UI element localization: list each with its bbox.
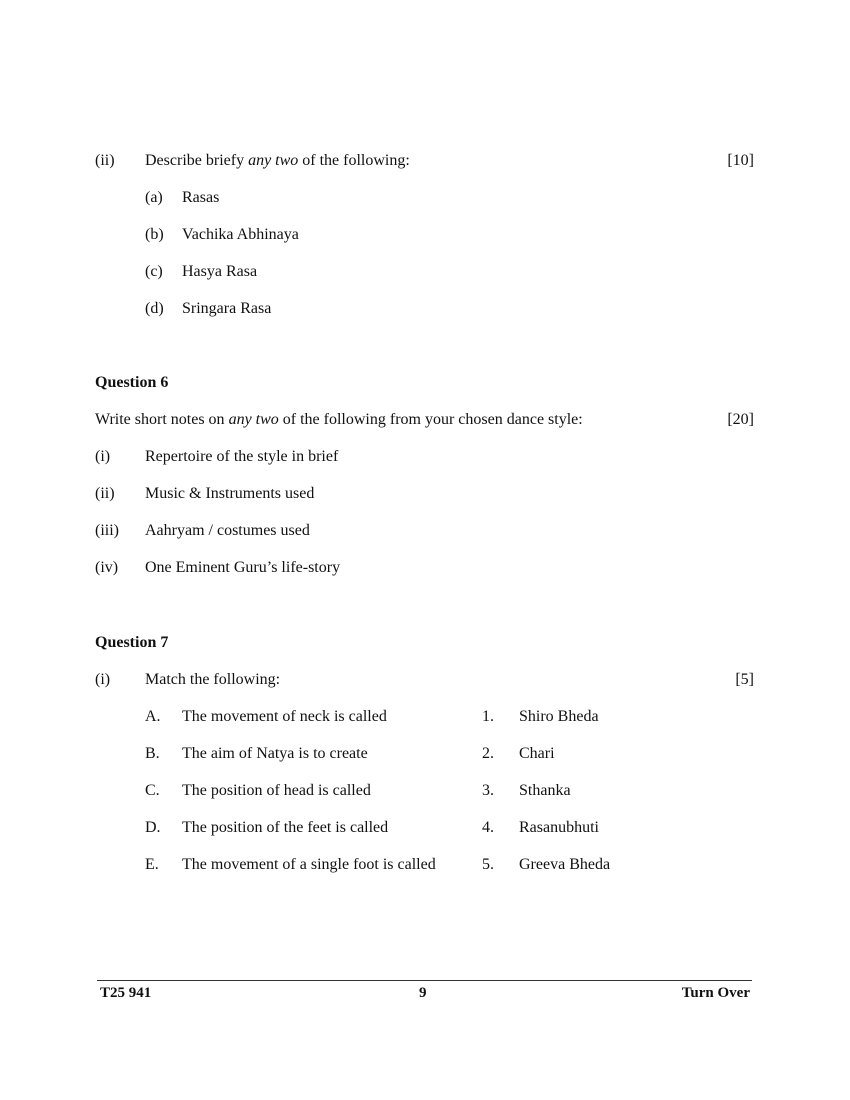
q5-item-label: (b) bbox=[145, 226, 164, 243]
q6-item-text: Repertoire of the style in brief bbox=[145, 448, 339, 465]
q5-ii-marks: [10] bbox=[727, 152, 754, 169]
q6-text-after: of the following from your chosen dance style: bbox=[278, 411, 583, 428]
match-left-label: B. bbox=[145, 745, 160, 762]
question-6-heading: Question 6 bbox=[95, 374, 169, 391]
match-right-text: Sthanka bbox=[519, 782, 571, 799]
match-right-label: 3. bbox=[482, 782, 494, 799]
q5-ii-text-before: Describe briefy bbox=[145, 152, 249, 169]
match-left-text: The position of head is called bbox=[182, 782, 371, 799]
match-right-text: Rasanubhuti bbox=[519, 819, 599, 836]
q5-item-text: Sringara Rasa bbox=[182, 300, 272, 317]
match-right-text: Shiro Bheda bbox=[519, 708, 599, 725]
q5-item-label: (c) bbox=[145, 263, 163, 280]
match-right-label: 5. bbox=[482, 856, 494, 873]
q6-item-text: One Eminent Guru’s life-story bbox=[145, 559, 341, 576]
match-left-text: The aim of Natya is to create bbox=[182, 745, 368, 762]
q6-item-text: Music & Instruments used bbox=[145, 485, 315, 502]
q5-ii-text-after: of the following: bbox=[298, 152, 410, 169]
match-left-text: The position of the feet is called bbox=[182, 819, 389, 836]
match-left-label: C. bbox=[145, 782, 160, 799]
match-left-label: D. bbox=[145, 819, 161, 836]
question-7-heading: Question 7 bbox=[95, 634, 169, 651]
q6-text-before: Write short notes on bbox=[95, 411, 229, 428]
q7-i-marks: [5] bbox=[735, 671, 754, 688]
page-number: 9 bbox=[419, 985, 427, 1001]
match-left-text: The movement of neck is called bbox=[182, 708, 387, 725]
q6-item-label: (i) bbox=[95, 448, 111, 465]
q7-i-instruction: Match the following: bbox=[145, 671, 281, 688]
q5-ii-number: (ii) bbox=[95, 152, 115, 169]
match-left-label: E. bbox=[145, 856, 159, 873]
match-right-label: 1. bbox=[482, 708, 494, 725]
q6-item-label: (ii) bbox=[95, 485, 115, 502]
q5-item-text: Vachika Abhinaya bbox=[182, 226, 299, 243]
q6-marks: [20] bbox=[727, 411, 754, 428]
turn-over-label: Turn Over bbox=[681, 985, 750, 1001]
match-right-label: 2. bbox=[482, 745, 494, 762]
q6-item-label: (iii) bbox=[95, 522, 119, 539]
match-right-text: Chari bbox=[519, 745, 555, 762]
q7-i-number: (i) bbox=[95, 671, 111, 688]
match-right-label: 4. bbox=[482, 819, 494, 836]
q6-item-label: (iv) bbox=[95, 559, 119, 576]
q5-item-label: (a) bbox=[145, 189, 163, 206]
q5-ii-text-em: any two bbox=[248, 152, 299, 169]
q6-item-text: Aahryam / costumes used bbox=[145, 522, 310, 539]
match-left-text: The movement of a single foot is called bbox=[182, 856, 436, 873]
paper-code: T25 941 bbox=[100, 985, 152, 1001]
q5-ii-instruction bbox=[145, 151, 410, 171]
footer-divider bbox=[97, 980, 752, 981]
q5-item-label: (d) bbox=[145, 300, 164, 317]
q6-text-em: any two bbox=[228, 411, 279, 428]
q5-item-text: Rasas bbox=[182, 189, 220, 206]
match-right-text: Greeva Bheda bbox=[519, 856, 611, 873]
match-left-label: A. bbox=[145, 708, 161, 725]
q5-item-text: Hasya Rasa bbox=[182, 263, 258, 280]
q6-instruction bbox=[95, 410, 583, 430]
